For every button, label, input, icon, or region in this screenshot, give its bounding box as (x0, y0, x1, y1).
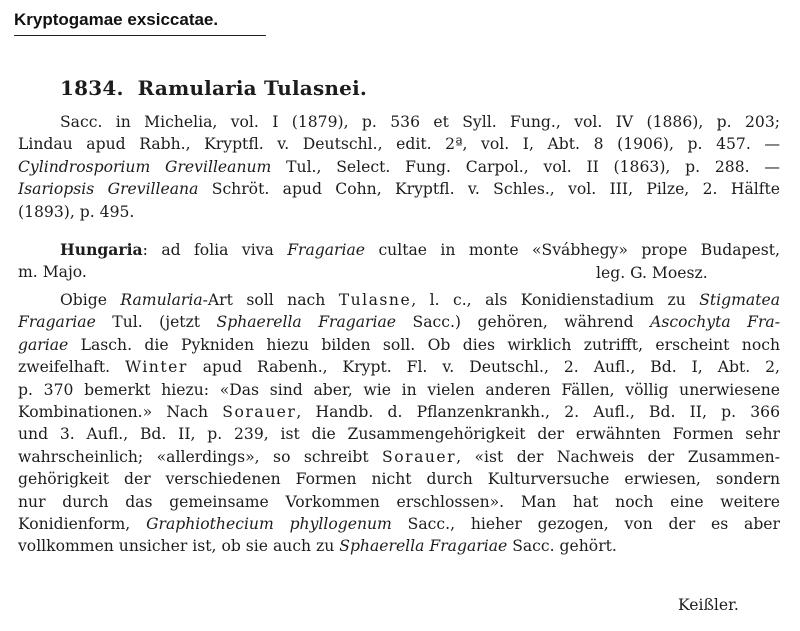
synonymy-line (18, 133, 780, 155)
notes-line (18, 446, 780, 468)
synonymy-text: Sacc. in Michelia, vol. I (1879), p. 536 et Syll. Fung., vol. IV (1886), p. 203; (60, 113, 780, 131)
locality-text: : ad folia viva (142, 241, 288, 259)
notes-text: , «ist der Nachweis der Zusammen- (456, 447, 780, 466)
synonymy-text: Schröt. apud Cohn, Kryptfl. v. Schles., vol. III, Pilze, 2. Hälfte (198, 180, 780, 199)
locality-text: cultae in monte «Svábhegy» prope Budapest, (365, 241, 780, 259)
notes-text: Sorauer (382, 447, 457, 466)
page-header: Kryptogamae exsiccatae. (14, 8, 266, 36)
entry-title (60, 76, 367, 100)
notes-text: Sphaerella Fragariae (216, 313, 397, 332)
entry-number: 1834. (60, 76, 124, 100)
notes-text: vollkommen unsicher ist, ob sie auch zu (18, 537, 340, 556)
notes-line (18, 379, 780, 401)
notes-text: Lasch. die Pykniden hiezu bilden soll. Ob dies wirklich zutrifft, erscheint noch (68, 335, 780, 354)
notes-line (18, 334, 780, 356)
notes-text: Sorauer (222, 403, 297, 421)
notes-text: p. 370 bemerkt hiezu: «Das sind aber, wie in vielen anderen Fällen, völlig unerwiesene (18, 380, 780, 399)
notes-text: Fragariae (18, 313, 96, 332)
locality-text: Fragariae (287, 241, 366, 259)
notes-line (18, 311, 780, 333)
notes-line (60, 289, 780, 311)
notes-text: nur durch das gemeinsame Vorkommen erschlossen». Man hat noch eine weitere (18, 492, 780, 511)
notes-text: und 3. Aufl., Bd. II, p. 239, ist die Zusammengehörigkeit der erwähnten Formen sehr (18, 425, 780, 444)
notes-line (18, 423, 780, 445)
notes-text: Konidienform, (18, 515, 147, 533)
notes-text: Ascochyta Fra- (650, 313, 780, 332)
locality-line (18, 261, 87, 283)
notes-text: , l. c., als Konidienstadium zu (411, 291, 700, 309)
synonymy-line (18, 178, 780, 200)
notes-text: Obige (60, 291, 121, 309)
synonymy-line (18, 201, 134, 223)
notes-text: Sphaerella Fragariae (339, 537, 508, 556)
notes-text: wahrscheinlich; «allerdings», so schreibt (18, 447, 383, 466)
notes-line (18, 513, 780, 535)
notes-text: Sacc., hieher gezogen, von der es aber (391, 515, 780, 533)
notes-text: Sacc.) gehören, während (396, 313, 651, 332)
locality-text: Hungaria (60, 240, 143, 259)
notes-text: -Art soll nach (202, 291, 339, 309)
species-name: Ramularia Tulasnei. (137, 76, 368, 100)
notes-text: gariae (18, 335, 69, 354)
synonymy-text: Isariopsis Grevilleana (18, 180, 199, 199)
locality-text: m. Majo. (18, 263, 87, 282)
notes-text: , Handb. d. Pflanzenkrankh., 2. Aufl., Bd. II, p. 366 (296, 403, 780, 421)
notes-text: Tulasne (338, 291, 412, 309)
collector: leg. G. Moesz. (596, 264, 708, 282)
notes-text: Tul. (jetzt (95, 313, 217, 332)
locality-line (60, 239, 780, 261)
notes-text: Sacc. gehört. (507, 537, 617, 556)
notes-text: zweifelhaft. (18, 358, 126, 377)
synonymy-line (60, 111, 780, 133)
notes-line (18, 401, 780, 423)
notes-line (18, 356, 780, 378)
synonymy-text: (1893), p. 495. (18, 202, 135, 221)
notes-text: Winter (125, 358, 188, 377)
notes-line (18, 491, 780, 513)
notes-text: apud Rabenh., Krypt. Fl. v. Deutschl., 2. Aufl., Bd. I, Abt. 2, (187, 358, 780, 377)
synonymy-text: Tul., Select. Fung. Carpol., vol. II (1863), p. 288. — (271, 157, 780, 176)
synonymy-line (18, 156, 780, 178)
notes-line (18, 468, 780, 490)
synonymy-text: Lindau apud Rabh., Kryptfl. v. Deutschl., edit. 2ª, vol. I, Abt. 8 (1906), p. 457. — (18, 135, 780, 154)
author-signature: Keißler. (678, 596, 739, 614)
notes-text: Stigmatea (699, 291, 780, 309)
notes-line (18, 535, 617, 557)
notes-text: Ramularia (120, 291, 203, 309)
synonymy-text: Cylindrosporium Grevilleanum (18, 157, 272, 176)
notes-text: Kombinationen.» Nach (18, 403, 223, 421)
notes-text: gehörigkeit der verschiedenen Formen nicht durch Kulturversuche erwiesen, sondern (18, 470, 780, 489)
notes-text: Graphiothecium phyllogenum (146, 515, 392, 533)
